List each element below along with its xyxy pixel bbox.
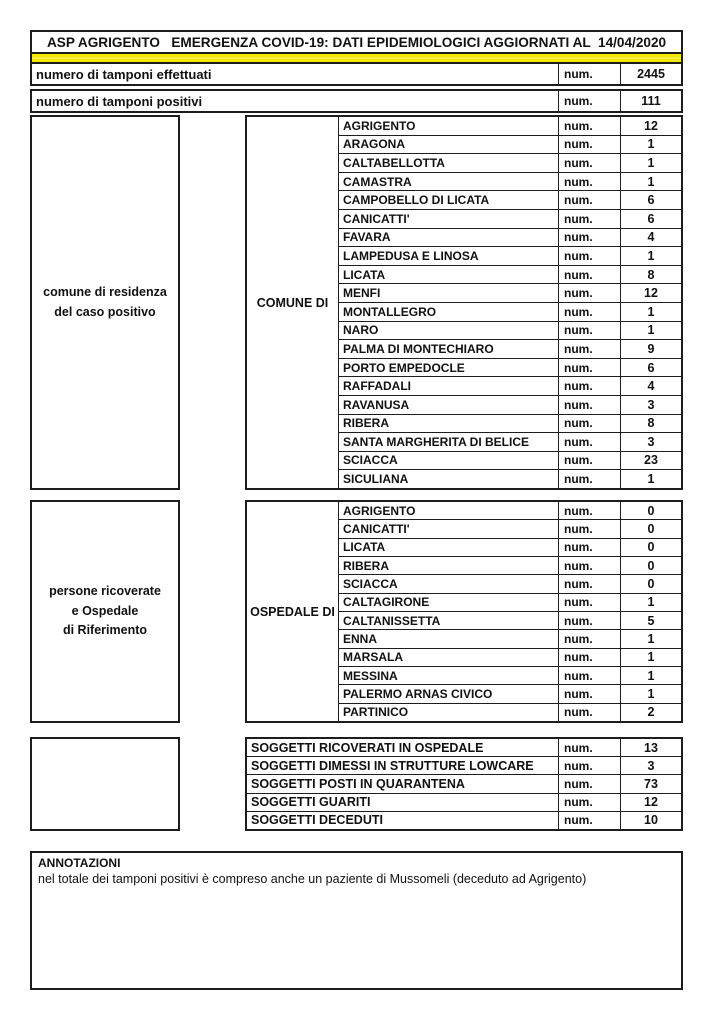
annotations-note: nel totale dei tamponi positivi è compreso anche un paziente di Mussomeli (deceduto ad Agrigento) <box>38 872 587 886</box>
side-label-line: del caso positivo <box>54 304 156 319</box>
comune-name: PORTO EMPEDOCLE <box>343 360 465 375</box>
table-row <box>339 538 681 556</box>
comune-count: 1 <box>620 470 681 488</box>
table-row <box>339 172 681 191</box>
unit-label: num. <box>558 594 620 611</box>
hospital-table <box>245 500 683 723</box>
comune-count: 1 <box>620 154 681 172</box>
hospital-count: 0 <box>620 575 681 592</box>
unit-label: num. <box>558 266 620 284</box>
comune-name: CANICATTI' <box>343 211 410 226</box>
comune-name: LICATA <box>343 267 386 282</box>
table-row <box>339 519 681 537</box>
unit-label: num. <box>558 136 620 154</box>
table-row <box>339 246 681 265</box>
unit-label: num. <box>558 359 620 377</box>
subjects-table <box>245 737 683 831</box>
side-label-line: di Riferimento <box>62 623 148 638</box>
unit-label: num. <box>558 377 620 395</box>
comune-count: 4 <box>620 229 681 247</box>
unit-label: num. <box>558 247 620 265</box>
hospital-count: 0 <box>620 539 681 556</box>
unit-label: num. <box>558 284 620 302</box>
unit-label: num. <box>558 812 620 829</box>
comune-name: LAMPEDUSA E LINOSA <box>343 248 479 263</box>
unit-label: num. <box>558 685 620 702</box>
hospital-count: 1 <box>620 667 681 684</box>
comune-name: CALTABELLOTTA <box>343 155 445 170</box>
subject-count: 13 <box>620 739 681 756</box>
tamponi-positivi-row <box>30 89 683 113</box>
table-row <box>339 469 681 488</box>
hospital-name: CANICATTI' <box>343 521 410 536</box>
subject-label: SOGGETTI GUARITI <box>251 795 371 810</box>
comune-name: RAFFADALI <box>343 379 411 394</box>
side-label-line: persone ricoverate <box>49 584 161 599</box>
tamponi-positivi-label: numero di tamponi positivi <box>36 93 203 109</box>
unit-label: num. <box>558 649 620 666</box>
comune-name: RAVANUSA <box>343 397 410 412</box>
subject-count: 3 <box>620 757 681 774</box>
comune-count: 6 <box>620 210 681 228</box>
unit-label: num. <box>558 539 620 556</box>
hospital-name: CALTANISSETTA <box>343 613 441 628</box>
comune-count: 6 <box>620 359 681 377</box>
comune-name: FAVARA <box>343 230 391 245</box>
comune-name: MENFI <box>343 286 381 301</box>
hospital-count: 2 <box>620 704 681 721</box>
tamponi-effettuati-value: 2445 <box>620 64 681 84</box>
table-row <box>247 811 681 829</box>
residence-side-label <box>30 115 180 490</box>
table-row <box>339 302 681 321</box>
comune-name: CAMPOBELLO DI LICATA <box>343 193 490 208</box>
unit-label: num. <box>558 704 620 721</box>
comune-count: 8 <box>620 415 681 433</box>
side-label-line: e Ospedale <box>71 603 139 618</box>
hospital-side-label <box>30 500 180 723</box>
subjects-side-box-empty <box>30 737 180 831</box>
residence-rows <box>339 117 681 488</box>
comune-count: 23 <box>620 452 681 470</box>
table-row <box>247 793 681 811</box>
hospital-name: ENNA <box>343 631 378 646</box>
table-row <box>339 228 681 247</box>
comune-name: RIBERA <box>343 416 390 431</box>
comune-count: 1 <box>620 173 681 191</box>
unit-label: num. <box>558 322 620 340</box>
residence-section <box>0 115 724 490</box>
table-row <box>247 739 681 756</box>
unit-label: num. <box>558 520 620 537</box>
table-row <box>247 756 681 774</box>
hospital-name: MESSINA <box>343 668 398 683</box>
unit-label: num. <box>558 794 620 811</box>
table-row <box>339 666 681 684</box>
unit-label: num. <box>558 303 620 321</box>
unit-label: num. <box>558 667 620 684</box>
table-row <box>339 574 681 592</box>
unit-label: num. <box>558 191 620 209</box>
unit-label: num. <box>558 415 620 433</box>
unit-label: num. <box>558 630 620 647</box>
comune-name: SICULIANA <box>343 472 409 487</box>
hospital-name: AGRIGENTO <box>343 503 416 518</box>
comune-count: 1 <box>620 247 681 265</box>
report-title: ASP AGRIGENTO EMERGENZA COVID-19: DATI EPIDEMIOLOGICI AGGIORNATI AL 14/04/2020 <box>30 30 683 54</box>
table-row <box>339 414 681 433</box>
hospital-count: 1 <box>620 594 681 611</box>
subject-label: SOGGETTI POSTI IN QUARANTENA <box>251 777 465 791</box>
table-row <box>339 556 681 574</box>
table-row <box>339 611 681 629</box>
tamponi-effettuati-row <box>30 62 683 86</box>
yellow-highlight-divider <box>30 54 683 62</box>
comune-count: 3 <box>620 433 681 451</box>
unit-label: num. <box>558 154 620 172</box>
subject-count: 10 <box>620 812 681 829</box>
unit-label: num. <box>558 396 620 414</box>
comune-name: NARO <box>343 323 379 338</box>
comune-name: CAMASTRA <box>343 174 412 189</box>
table-row <box>339 648 681 666</box>
comune-count: 1 <box>620 303 681 321</box>
side-label-line: comune di residenza <box>43 285 167 300</box>
hospital-count: 5 <box>620 612 681 629</box>
subject-label: SOGGETTI DECEDUTI <box>251 813 383 828</box>
hospital-name: LICATA <box>343 540 386 555</box>
subject-label: SOGGETTI RICOVERATI IN OSPEDALE <box>251 740 484 755</box>
table-row <box>339 265 681 284</box>
table-row <box>339 283 681 302</box>
unit-label: num. <box>558 470 620 488</box>
comune-count: 6 <box>620 191 681 209</box>
unit-label: num. <box>558 229 620 247</box>
subject-count: 73 <box>620 775 681 792</box>
comune-count: 1 <box>620 322 681 340</box>
table-row <box>339 629 681 647</box>
comune-count: 3 <box>620 396 681 414</box>
hospital-count: 0 <box>620 520 681 537</box>
comune-count: 12 <box>620 117 681 135</box>
tamponi-positivi-value: 111 <box>620 91 681 111</box>
unit-label: num. <box>558 575 620 592</box>
comune-count: 9 <box>620 340 681 358</box>
hospital-count: 1 <box>620 649 681 666</box>
hospital-section <box>0 500 724 723</box>
unit-label: num. <box>558 612 620 629</box>
comune-count: 4 <box>620 377 681 395</box>
unit-label: num. <box>558 64 620 84</box>
table-row <box>339 395 681 414</box>
unit-label: num. <box>558 340 620 358</box>
table-row <box>339 451 681 470</box>
table-row <box>339 117 681 135</box>
hospital-name: MARSALA <box>343 650 403 665</box>
comune-count: 8 <box>620 266 681 284</box>
annotations-box <box>30 851 683 990</box>
comune-count: 12 <box>620 284 681 302</box>
unit-label: num. <box>558 117 620 135</box>
subjects-section <box>0 737 724 831</box>
comune-name: MONTALLEGRO <box>343 304 437 319</box>
unit-label: num. <box>558 557 620 574</box>
unit-label: num. <box>558 775 620 792</box>
tamponi-effettuati-label: numero di tamponi effettuati <box>36 66 212 82</box>
comune-name: SANTA MARGHERITA DI BELICE <box>343 434 529 449</box>
unit-label: num. <box>558 739 620 756</box>
hospital-name: SCIACCA <box>343 576 398 591</box>
hospital-count: 0 <box>620 502 681 519</box>
hospital-name: CALTAGIRONE <box>343 595 430 610</box>
table-row <box>339 376 681 395</box>
unit-label: num. <box>558 452 620 470</box>
table-row <box>339 432 681 451</box>
comune-count: 1 <box>620 136 681 154</box>
table-row <box>339 135 681 154</box>
table-row <box>339 593 681 611</box>
table-row <box>339 684 681 702</box>
hospital-count: 0 <box>620 557 681 574</box>
unit-label: num. <box>558 91 620 111</box>
hospital-name: PALERMO ARNAS CIVICO <box>343 686 493 701</box>
table-row <box>339 190 681 209</box>
unit-label: num. <box>558 173 620 191</box>
table-row <box>247 774 681 792</box>
hospital-count: 1 <box>620 685 681 702</box>
table-row <box>339 358 681 377</box>
comune-name: AGRIGENTO <box>343 118 416 133</box>
comune-name: SCIACCA <box>343 453 398 468</box>
subject-count: 12 <box>620 794 681 811</box>
annotations-title: ANNOTAZIONI <box>38 856 121 870</box>
hospital-rows <box>339 502 681 721</box>
comune-name: PALMA DI MONTECHIARO <box>343 341 494 356</box>
unit-label: num. <box>558 210 620 228</box>
residence-group-label: COMUNE DI <box>247 117 339 488</box>
hospital-name: RIBERA <box>343 558 390 573</box>
table-row <box>339 703 681 721</box>
unit-label: num. <box>558 757 620 774</box>
unit-label: num. <box>558 502 620 519</box>
subjects-rows <box>247 739 681 829</box>
subject-label: SOGGETTI DIMESSI IN STRUTTURE LOWCARE <box>251 758 534 773</box>
unit-label: num. <box>558 433 620 451</box>
residence-table <box>245 115 683 490</box>
table-row <box>339 209 681 228</box>
table-row <box>339 339 681 358</box>
comune-name: ARAGONA <box>343 137 405 152</box>
table-row <box>339 321 681 340</box>
hospital-name: PARTINICO <box>343 705 409 720</box>
hospital-group-label: OSPEDALE DI <box>247 502 339 721</box>
hospital-count: 1 <box>620 630 681 647</box>
table-row <box>339 502 681 519</box>
table-row <box>339 153 681 172</box>
